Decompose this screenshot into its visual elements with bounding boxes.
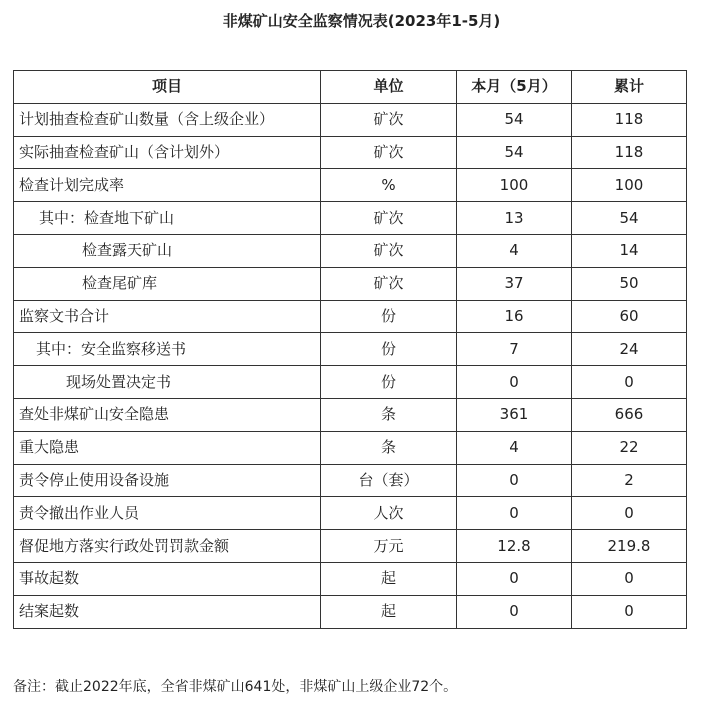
table-row xyxy=(14,595,687,628)
cell-unit: 矿次 xyxy=(321,202,457,235)
cell-total: 50 xyxy=(572,267,687,300)
cell-unit: 矿次 xyxy=(321,136,457,169)
cell-month: 54 xyxy=(457,136,572,169)
table-row xyxy=(14,366,687,399)
table-row xyxy=(14,169,687,202)
cell-unit: 万元 xyxy=(321,530,457,563)
cell-item: 查处非煤矿山安全隐患 xyxy=(14,398,321,431)
table-row xyxy=(14,530,687,563)
cell-total: 54 xyxy=(572,202,687,235)
cell-unit: 条 xyxy=(321,398,457,431)
cell-item: 责令停止使用设备设施 xyxy=(14,464,321,497)
cell-unit: 人次 xyxy=(321,497,457,530)
cell-month: 0 xyxy=(457,595,572,628)
cell-month: 100 xyxy=(457,169,572,202)
footnote: 备注：截止2022年底，全省非煤矿山641处，非煤矿山上级企业72个。 xyxy=(13,679,458,695)
table-header-row xyxy=(14,71,687,104)
cell-item: 其中：检查地下矿山 xyxy=(14,202,321,235)
cell-month: 54 xyxy=(457,103,572,136)
cell-total: 118 xyxy=(572,103,687,136)
cell-total: 666 xyxy=(572,398,687,431)
cell-unit: 起 xyxy=(321,595,457,628)
cell-item: 其中：安全监察移送书 xyxy=(14,333,321,366)
cell-month: 4 xyxy=(457,431,572,464)
table-row xyxy=(14,202,687,235)
cell-total: 118 xyxy=(572,136,687,169)
cell-item: 检查计划完成率 xyxy=(14,169,321,202)
cell-month: 4 xyxy=(457,234,572,267)
cell-item: 检查露天矿山 xyxy=(14,234,321,267)
page-title: 非煤矿山安全监察情况表(2023年1-5月) xyxy=(222,12,501,30)
cell-item: 计划抽查检查矿山数量（含上级企业） xyxy=(14,103,321,136)
cell-unit: 矿次 xyxy=(321,103,457,136)
cell-total: 14 xyxy=(572,234,687,267)
cell-unit: 份 xyxy=(321,333,457,366)
cell-unit: % xyxy=(321,169,457,202)
cell-unit: 份 xyxy=(321,300,457,333)
table-row xyxy=(14,562,687,595)
cell-month: 16 xyxy=(457,300,572,333)
cell-total: 0 xyxy=(572,562,687,595)
cell-item: 重大隐患 xyxy=(14,431,321,464)
cell-total: 219.8 xyxy=(572,530,687,563)
header-month: 本月（5月） xyxy=(457,71,572,104)
table-row xyxy=(14,497,687,530)
cell-item: 检查尾矿库 xyxy=(14,267,321,300)
cell-total: 24 xyxy=(572,333,687,366)
cell-month: 0 xyxy=(457,464,572,497)
cell-item: 责令撤出作业人员 xyxy=(14,497,321,530)
cell-month: 361 xyxy=(457,398,572,431)
cell-month: 13 xyxy=(457,202,572,235)
cell-total: 0 xyxy=(572,366,687,399)
cell-item: 督促地方落实行政处罚罚款金额 xyxy=(14,530,321,563)
cell-item: 事故起数 xyxy=(14,562,321,595)
cell-total: 0 xyxy=(572,595,687,628)
table-row xyxy=(14,234,687,267)
header-unit: 单位 xyxy=(321,71,457,104)
header-item: 项目 xyxy=(14,71,321,104)
cell-item: 实际抽查检查矿山（含计划外） xyxy=(14,136,321,169)
safety-inspection-table xyxy=(13,70,687,629)
cell-unit: 份 xyxy=(321,366,457,399)
header-total: 累计 xyxy=(572,71,687,104)
cell-total: 0 xyxy=(572,497,687,530)
cell-unit: 矿次 xyxy=(321,267,457,300)
cell-unit: 起 xyxy=(321,562,457,595)
cell-month: 0 xyxy=(457,562,572,595)
cell-item: 监察文书合计 xyxy=(14,300,321,333)
table-row xyxy=(14,431,687,464)
cell-unit: 条 xyxy=(321,431,457,464)
cell-month: 7 xyxy=(457,333,572,366)
table-row xyxy=(14,398,687,431)
cell-month: 0 xyxy=(457,497,572,530)
cell-month: 0 xyxy=(457,366,572,399)
table-row xyxy=(14,103,687,136)
table-row xyxy=(14,333,687,366)
cell-item: 现场处置决定书 xyxy=(14,366,321,399)
table-row xyxy=(14,267,687,300)
table-row xyxy=(14,464,687,497)
cell-month: 37 xyxy=(457,267,572,300)
cell-item: 结案起数 xyxy=(14,595,321,628)
table-row xyxy=(14,136,687,169)
table-row xyxy=(14,300,687,333)
cell-unit: 矿次 xyxy=(321,234,457,267)
cell-total: 100 xyxy=(572,169,687,202)
cell-month: 12.8 xyxy=(457,530,572,563)
cell-total: 22 xyxy=(572,431,687,464)
cell-unit: 台（套） xyxy=(321,464,457,497)
cell-total: 60 xyxy=(572,300,687,333)
cell-total: 2 xyxy=(572,464,687,497)
